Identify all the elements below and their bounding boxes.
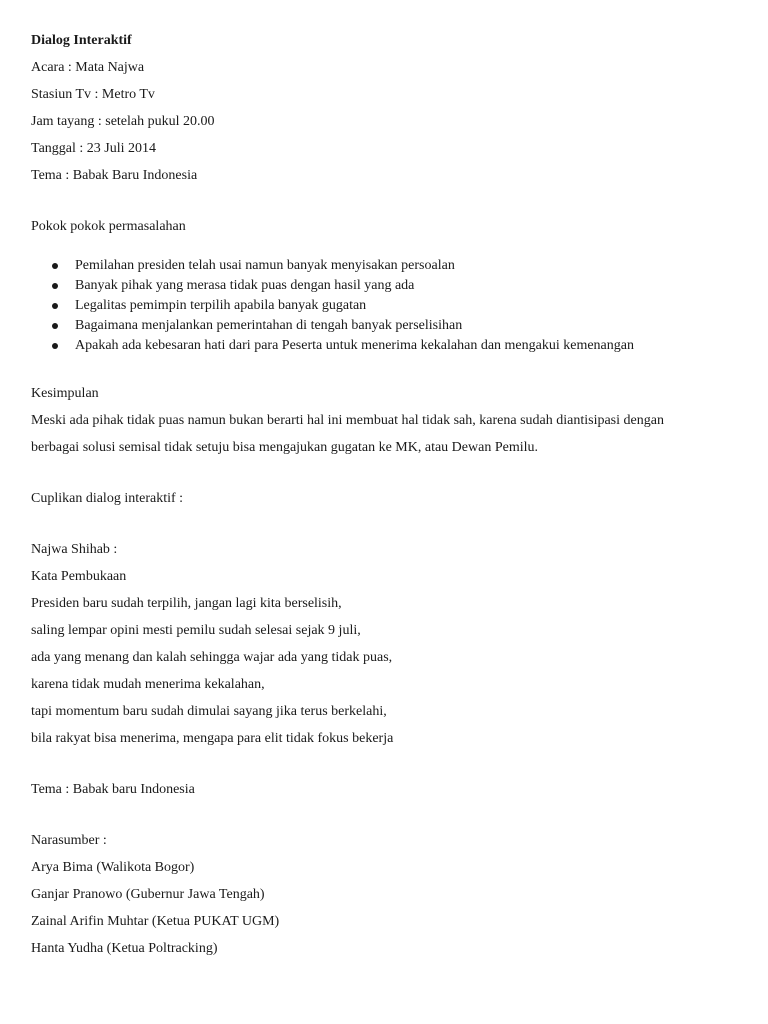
bullet-icon: [52, 343, 58, 349]
tema-repeat-line: Tema : Babak baru Indonesia: [31, 782, 195, 797]
kesimpulan-heading: Kesimpulan: [31, 386, 99, 401]
document-title: Dialog Interaktif: [31, 33, 132, 48]
spacer: [31, 240, 731, 256]
list-item-text: Legalitas pemimpin terpilih apabila banyak gugatan: [75, 298, 367, 313]
list-item-text: Banyak pihak yang merasa tidak puas dengan hasil yang ada: [75, 278, 415, 293]
spacer: [31, 752, 731, 776]
document-page: [31, 27, 731, 962]
opening-heading: Kata Pembukaan: [31, 569, 127, 584]
list-item: [52, 296, 731, 316]
kesimpulan-text-line: berbagai solusi semisal tidak setuju bisa mengajukan gugatan ke MK, atau Dewan Pemilu.: [31, 440, 538, 455]
opening-line: ada yang menang dan kalah sehingga wajar ada yang tidak puas,: [31, 650, 393, 665]
narasumber-heading: Narasumber :: [31, 833, 107, 848]
spacer: [31, 189, 731, 213]
list-item-text: Apakah ada kebesaran hati dari para Peserta untuk menerima kekalahan dan mengakui kemenangan: [75, 338, 634, 353]
opening-line: karena tidak mudah menerima kekalahan,: [31, 677, 265, 692]
spacer: [31, 803, 731, 827]
spacer: [31, 356, 731, 380]
pokok-heading: Pokok pokok permasalahan: [31, 219, 186, 234]
bullet-icon: [52, 263, 58, 269]
spacer: [31, 512, 731, 536]
bullet-icon: [52, 303, 58, 309]
opening-line: Presiden baru sudah terpilih, jangan lagi kita berselisih,: [31, 596, 342, 611]
kesimpulan-text-line: Meski ada pihak tidak puas namun bukan berarti hal ini membuat hal tidak sah, karena sudah diantisipasi dengan: [31, 413, 664, 428]
opening-line: saling lempar opini mesti pemilu sudah selesai sejak 9 juli,: [31, 623, 361, 638]
jam-tayang-line: Jam tayang : setelah pukul 20.00: [31, 114, 215, 129]
narasumber-item: Zainal Arifin Muhtar (Ketua PUKAT UGM): [31, 914, 280, 929]
narasumber-item: Hanta Yudha (Ketua Poltracking): [31, 941, 218, 956]
cuplikan-heading: Cuplikan dialog interaktif :: [31, 491, 184, 506]
narasumber-item: Ganjar Pranowo (Gubernur Jawa Tengah): [31, 887, 265, 902]
list-item: [52, 276, 731, 296]
stasiun-line: Stasiun Tv : Metro Tv: [31, 87, 155, 102]
bullet-icon: [52, 283, 58, 289]
list-item-text: Pemilahan presiden telah usai namun banyak menyisakan persoalan: [75, 258, 455, 273]
list-item: [52, 336, 731, 356]
speaker-name: Najwa Shihab :: [31, 542, 118, 557]
list-item: [52, 256, 731, 276]
tanggal-line: Tanggal : 23 Juli 2014: [31, 141, 157, 156]
tema-line: Tema : Babak Baru Indonesia: [31, 168, 198, 183]
pokok-list: [31, 256, 731, 356]
list-item-text: Bagaimana menjalankan pemerintahan di tengah banyak perselisihan: [75, 318, 463, 333]
narasumber-item: Arya Bima (Walikota Bogor): [31, 860, 195, 875]
opening-line: bila rakyat bisa menerima, mengapa para elit tidak fokus bekerja: [31, 731, 394, 746]
list-item: [52, 316, 731, 336]
acara-line: Acara : Mata Najwa: [31, 60, 145, 75]
opening-line: tapi momentum baru sudah dimulai sayang jika terus berkelahi,: [31, 704, 387, 719]
bullet-icon: [52, 323, 58, 329]
spacer: [31, 461, 731, 485]
